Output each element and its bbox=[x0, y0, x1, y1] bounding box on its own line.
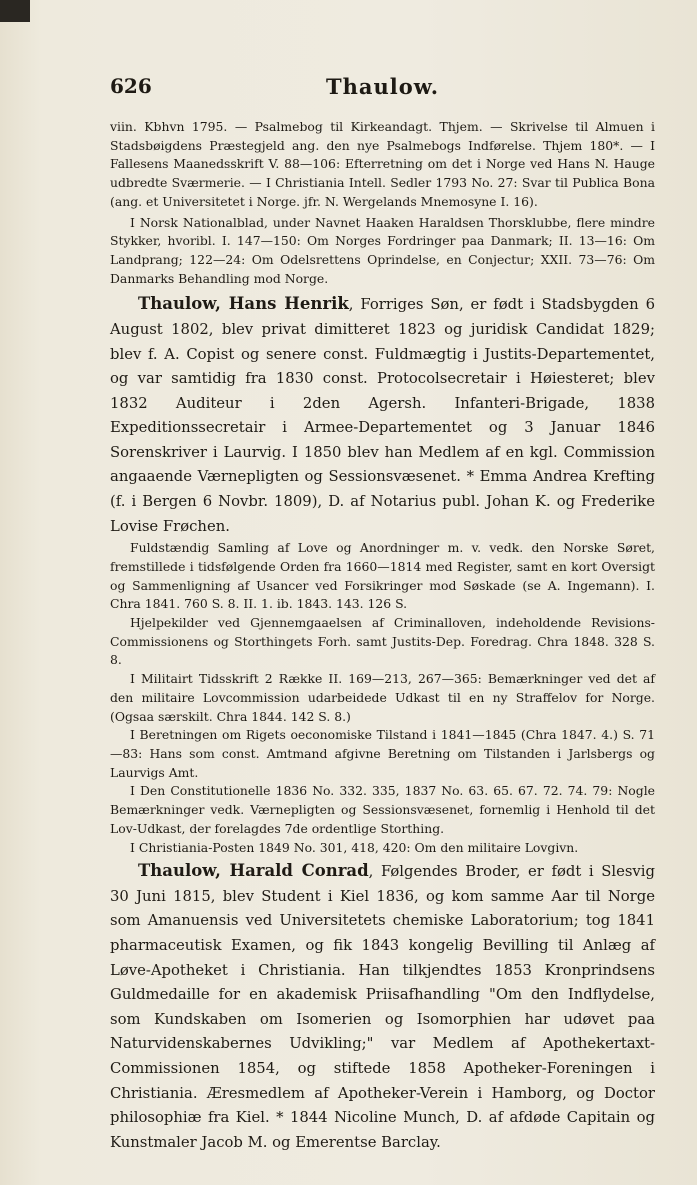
entry-paragraph bbox=[110, 726, 655, 782]
entry-paragraph bbox=[110, 214, 655, 289]
entry-paragraph bbox=[110, 614, 655, 670]
entry-paragraph bbox=[110, 670, 655, 726]
biography-entry bbox=[110, 292, 655, 539]
page-header bbox=[110, 74, 655, 104]
page-content bbox=[110, 118, 655, 1155]
entry-paragraph bbox=[110, 782, 655, 838]
entry-text: Hjelpekilder ved Gjennemgaaelsen af Criminalloven, indeholdende Revisions-Commissionens og Storthingets Forh. samt Justits-Dep. Foredrag. Chra 1848. 328 S. 8. bbox=[110, 615, 655, 668]
entry-text: I Den Constitutionelle 1836 No. 332. 335, 1837 No. 63. 65. 67. 72. 74. 79: Nogle Bemærkninger vedk. Værnepligten og Sessionsvæsenet, fornemlig i Henhold til det Lov-Udkast, der forelagdes 7de ordentlige Storthing. bbox=[110, 783, 655, 836]
entry-paragraph bbox=[110, 839, 655, 858]
biography-name: Thaulow, Hans Henrik bbox=[138, 294, 349, 314]
biography-text: , Følgendes Broder, er født i Slesvig 30 Juni 1815, blev Student i Kiel 1836, og kom samme Aar til Norge som Amanuensis ved Universitetets chemiske Laboratorium; tog 1841 pharmaceutisk Examen, og fik 1843 kongelig Bevilling til Anlæg af Løve-Apotheket i Christiania. Han tilkjendtes 1853 Kronprindsens Guldmedaille for en akademisk Priisafhandling "Om den Indflydelse, som Kundskaben om Isomerien og Isomorphien har udøvet paa Naturvidenskabernes Udvikling;" var Medlem af Apothekertaxt-Commissionen 1854, og stiftede 1858 Apotheker-Foreningen i Christiania. Æresmedlem af Apotheker-Verein i Hamborg, og Doctor philosophiæ fra Kiel. * 1844 Nicoline Munch, D. af afdøde Capitain og Kunstmaler Jacob M. og Emerentse Barclay. bbox=[110, 863, 655, 1151]
scan-corner-mark bbox=[0, 0, 30, 22]
entry-paragraph bbox=[110, 539, 655, 614]
biography-text: , Forriges Søn, er født i Stadsbygden 6 August 1802, blev privat dimitteret 1823 og juridisk Candidat 1829; blev f. A. Copist og senere const. Fuldmægtig i Justits-Departementet, og var samtidig fra 1830 const. Protocolsecretair i Høiesteret; blev 1832 Auditeur i 2den Agersh. Infanteri-Brigade, 1838 Expeditionssecretair i Armee-Departementet og 3 Januar 1846 Sorenskriver i Laurvig. I 1850 blev han Medlem af en kgl. Commission angaaende Værnepligten og Sessionsvæsenet. * Emma Andrea Krefting (f. i Bergen 6 Novbr. 1809), D. af Notarius publ. Johan K. og Frederike Lovise Frøchen. bbox=[110, 296, 655, 535]
biography-name: Thaulow, Harald Conrad bbox=[138, 861, 369, 881]
page-number: 626 bbox=[110, 74, 152, 98]
running-head: Thaulow. bbox=[325, 74, 440, 99]
entry-text: I Christiania-Posten 1849 No. 301, 418, 420: Om den militaire Lovgivn. bbox=[130, 839, 579, 855]
entry-text: I Militairt Tidsskrift 2 Række II. 169—213, 267—365: Bemærkninger ved det af den militaire Lovcommission udarbeidede Udkast til en ny Straffelov for Norge. (Ogsaa særskilt. Chra 1844. 142 S. 8.) bbox=[110, 671, 655, 724]
biography-entry bbox=[110, 859, 655, 1155]
entry-paragraph bbox=[110, 118, 655, 212]
entry-text: Fuldstændig Samling af Love og Anordninger m. v. vedk. den Norske Søret, fremstillede i tidsfølgende Orden fra 1660—1814 med Register, samt en kort Oversigt og Sammenligning af Usancer ved Forsikringer mod Søskade (se A. Ingemann). I. Chra 1841. 760 S. 8. II. 1. ib. 1843. 143. 126 S. bbox=[110, 540, 655, 612]
entry-text: I Beretningen om Rigets oeconomiske Tilstand i 1841—1845 (Chra 1847. 4.) S. 71—83: Hans som const. Amtmand afgivne Beretning om Tilstanden i Jarlsbergs og Laurvigs Amt. bbox=[110, 727, 655, 780]
entry-text: viin. Kbhvn 1795. — Psalmebog til Kirkeandagt. Thjem. — Skrivelse til Almuen i Stadsbøigdens Præstegjeld ang. den nye Psalmebogs Indførelse. Thjem 180*. — I Fallesens Maanedsskrift V. 88—106: Efterretning om det i Norge ved Hans N. Hauge udbredte Sværmerie. — I Christiania Intell. Sedler 1793 No. 27: Svar til Publica Bona (ang. et Universitetet i Norge. jfr. N. Wergelands Mnemosyne I. 16). bbox=[110, 119, 655, 209]
entry-text: I Norsk Nationalblad, under Navnet Haaken Haraldsen Thorsklubbe, flere mindre Stykker, hvoribl. I. 147—150: Om Norges Fordringer paa Danmark; II. 13—16: Om Landprang; 122—24: Om Odelsrettens Oprindelse, en Conjectur; XXII. 73—76: Om Danmarks Behandling mod Norge. bbox=[110, 214, 655, 286]
